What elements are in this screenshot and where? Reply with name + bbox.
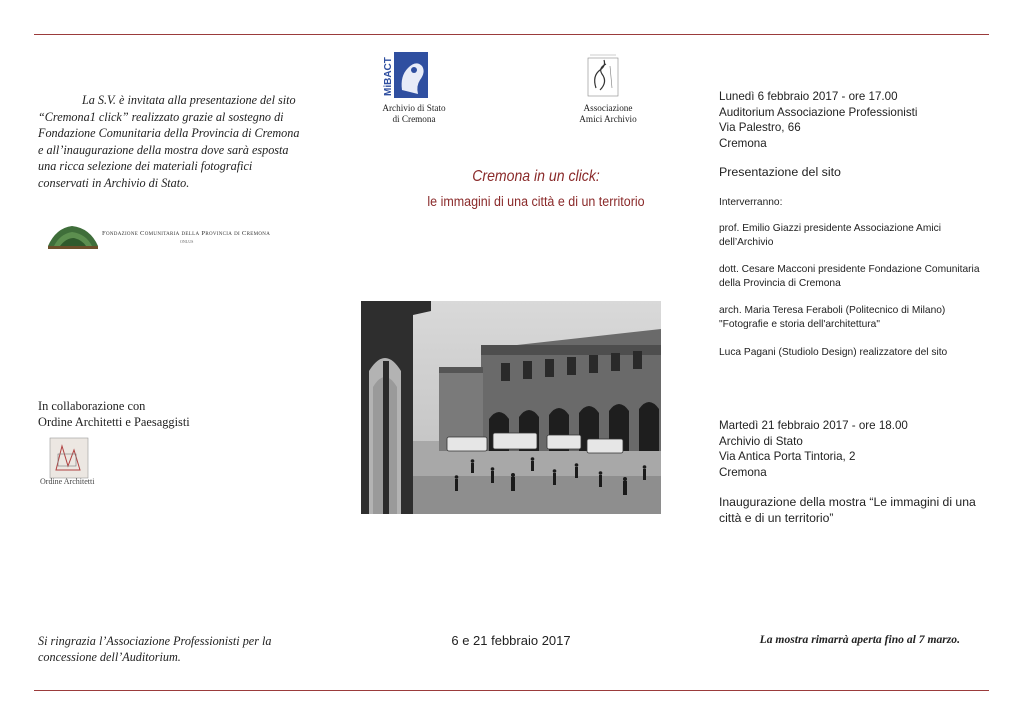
event2-city: Cremona bbox=[719, 465, 767, 479]
invitation-body: La S.V. è invitata alla presentazione del sito “Cremona1 click” realizzato grazie al sostegno di Fondazione Comunitaria della Provincia di Cremona e all’inaugurazione della mostra dove sarà esposta una ricca selezione dei materiali fotografici conservati in Archivio di Stato. bbox=[38, 93, 300, 190]
event-dates: 6 e 21 febbraio 2017 bbox=[451, 633, 571, 648]
ordine-architetti-caption: Ordine Architetti bbox=[40, 477, 95, 486]
speakers-label: Interverranno: bbox=[719, 197, 783, 208]
invitation-text bbox=[38, 92, 306, 192]
fondazione-sub: ONLUS bbox=[180, 239, 194, 244]
collab-line-2: Ordine Architetti e Paesaggisti bbox=[38, 415, 190, 429]
associazione-caption bbox=[570, 103, 646, 125]
event1-venue: Auditorium Associazione Professionisti bbox=[719, 105, 918, 119]
event2-details bbox=[719, 418, 908, 480]
associazione-caption-line-2: Amici Archivio bbox=[579, 114, 637, 125]
closing-note: La mostra rimarrà aperta fino al 7 marzo. bbox=[759, 633, 960, 646]
event-subtitle: le immagini di una città e di un territorio bbox=[427, 194, 645, 210]
inauguration-text: Inaugurazione della mostra “Le immagini di una città e di un territorio” bbox=[719, 495, 976, 526]
associazione-logo-icon bbox=[586, 52, 620, 98]
speaker-1: prof. Emilio Giazzi presidente Associazione Amici dell’Archivio bbox=[719, 223, 941, 248]
speaker-4: Luca Pagani (Studiolo Design) realizzatore del sito bbox=[719, 347, 948, 358]
archivio-caption-line-1: Archivio di Stato bbox=[382, 103, 446, 113]
fondazione-name: Fondazione Comunitaria della Provincia di Cremona bbox=[102, 230, 271, 237]
event1-date: Lunedì 6 febbraio 2017 - ore 17.00 bbox=[719, 90, 898, 103]
thanks-note: Si ringrazia l’Associazione Professionisti per la concessione dell’Auditorium. bbox=[38, 634, 272, 665]
event1-details bbox=[719, 89, 917, 151]
speaker-2: dott. Cesare Macconi presidente Fondazione Comunitaria della Provincia di Cremona bbox=[719, 264, 980, 289]
event-title: Cremona in un click: bbox=[472, 168, 600, 185]
mibact-logo-icon bbox=[382, 50, 430, 102]
mibact-logo-text: MiBACT bbox=[383, 57, 394, 96]
collab-line-1: In collaborazione con bbox=[38, 399, 146, 413]
event2-venue: Archivio di Stato bbox=[719, 434, 803, 448]
ordine-architetti-logo-icon bbox=[46, 436, 92, 480]
archivio-caption bbox=[370, 103, 458, 125]
event1-street: Via Palestro, 66 bbox=[719, 121, 801, 135]
collaboration-text bbox=[38, 398, 190, 430]
historic-piazza-photo bbox=[361, 301, 661, 514]
event2-date: Martedì 21 febbraio 2017 - ore 18.00 bbox=[719, 419, 908, 432]
speaker-3: arch. Maria Teresa Feraboli (Politecnico di Milano) "Fotografie e storia dell'architettura" bbox=[719, 305, 946, 330]
archivio-caption-line-2: di Cremona bbox=[392, 114, 436, 125]
associazione-caption-line-1: Associazione bbox=[583, 103, 633, 113]
presentation-heading: Presentazione del sito bbox=[719, 165, 841, 179]
bottom-rule bbox=[34, 690, 989, 691]
event1-city: Cremona bbox=[719, 136, 767, 150]
top-rule bbox=[34, 34, 989, 35]
event2-street: Via Antica Porta Tintoria, 2 bbox=[719, 450, 856, 464]
